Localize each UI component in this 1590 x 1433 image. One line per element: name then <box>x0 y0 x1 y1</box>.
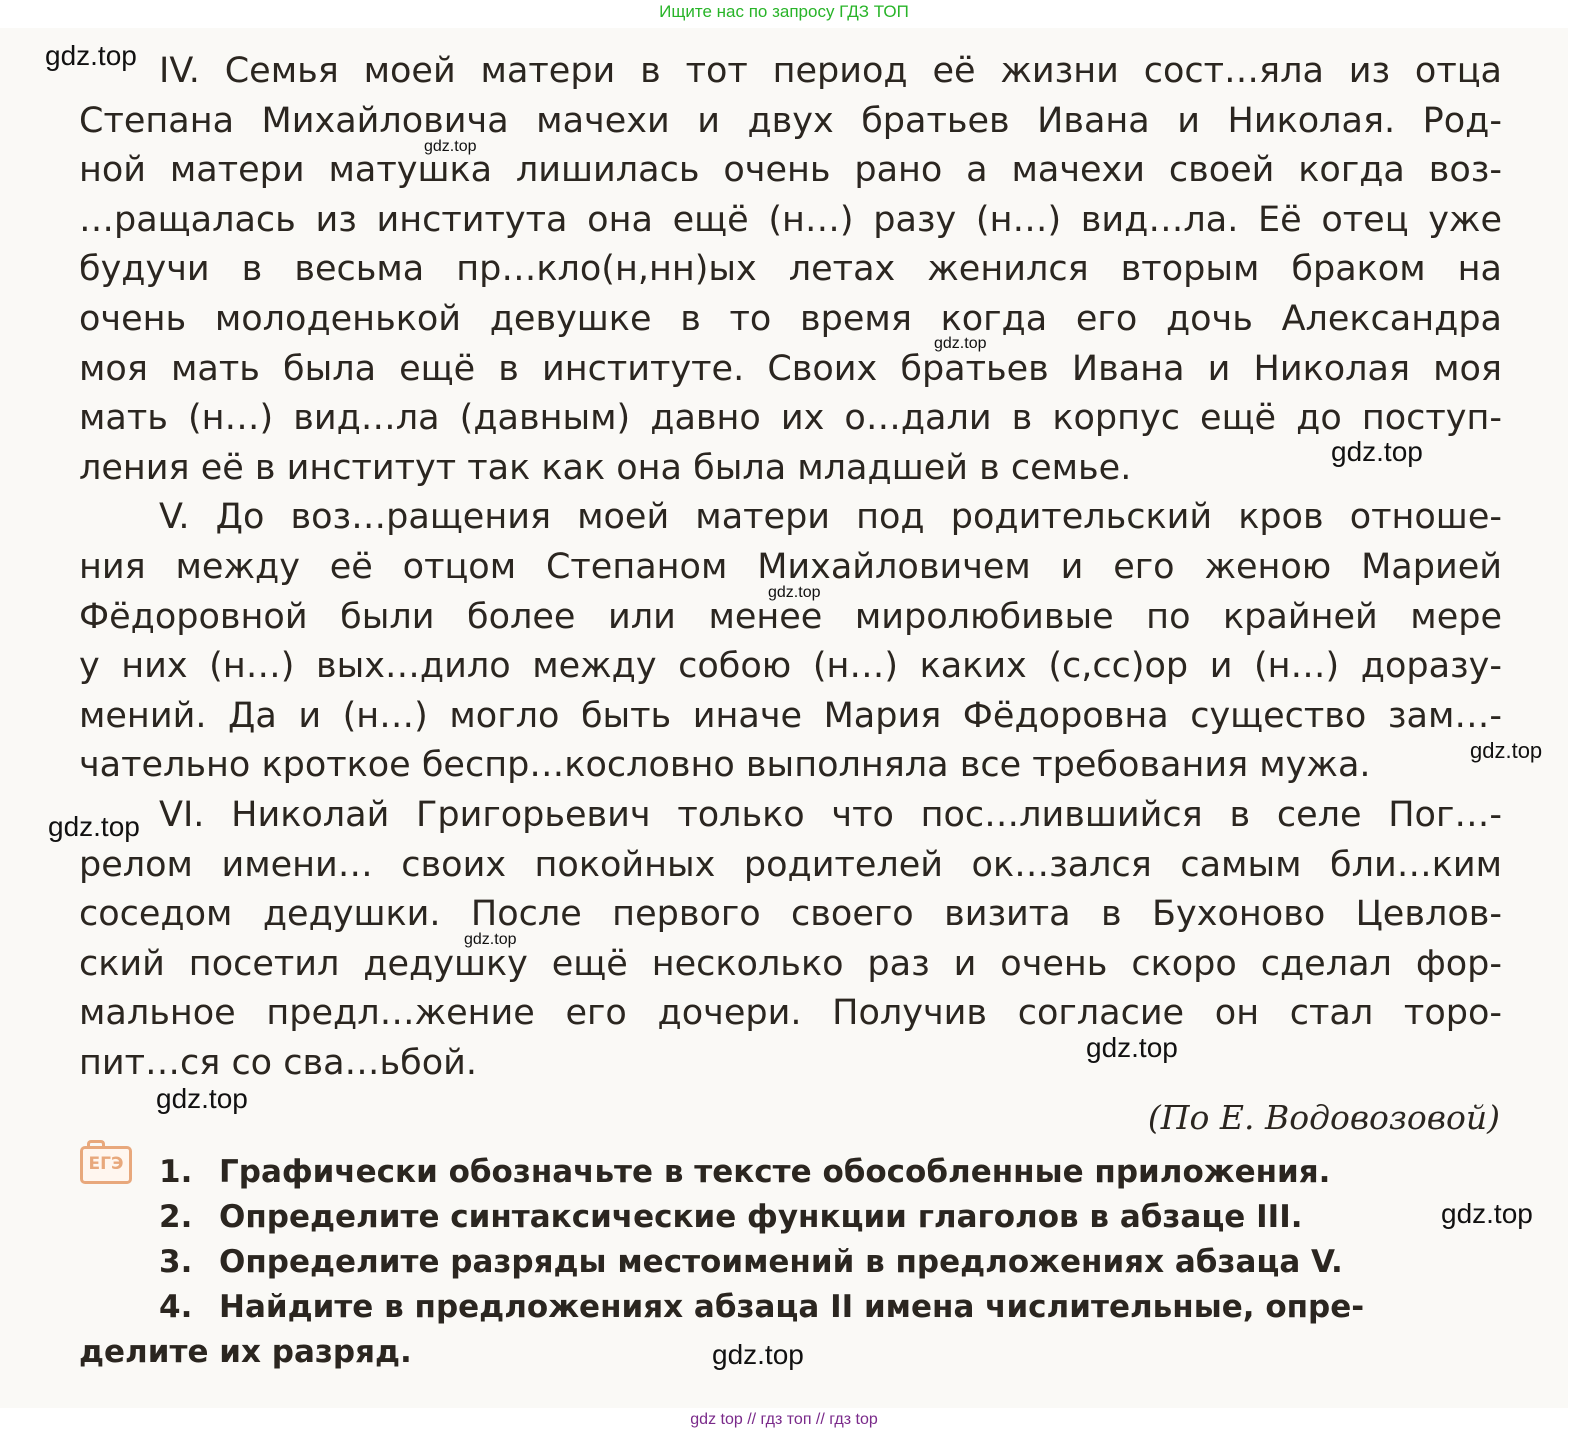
watermark: gdz.top <box>768 584 821 601</box>
watermark: gdz.top <box>1441 1198 1533 1229</box>
paragraph-v <box>79 493 1502 791</box>
text-line: Степана Михайловича мачехи и двух братьев Ивана и Николая. Род- <box>79 100 1502 141</box>
text-line: будучи в весьма пр…кло(н,нн)ых летах женился вторым браком на <box>79 249 1502 290</box>
task-text: Графически обозначьте в тексте обособленные приложения. <box>219 1154 1331 1190</box>
text-line: мать (н…) вид…ла (давным) давно их о…дали в корпус ещё до поступ- <box>79 398 1502 439</box>
watermark: gdz.top <box>1470 738 1543 763</box>
text-line: …ращалась из института она ещё (н…) разу (н…) вид…ла. Её отец уже <box>79 199 1502 240</box>
text-line: мений. Да и (н…) могло быть иначе Мария Фёдоровна существо зам…- <box>79 695 1502 736</box>
text-line: очень молоденькой девушке в то время когда его дочь Александра <box>79 298 1502 339</box>
watermark: gdz.top <box>464 931 517 948</box>
watermark: gdz.top <box>934 335 987 352</box>
task-text: Определите разряды местоимений в предложениях абзаца V. <box>219 1244 1343 1280</box>
watermark: gdz.top <box>45 40 137 71</box>
text-line: чательно кроткое беспр…кословно выполняла все требования мужа. <box>79 745 1371 786</box>
text-line: ния между её отцом Степаном Михайловичем и его женою Марией <box>79 546 1502 587</box>
text-line: моя мать была ещё в институте. Своих братьев Ивана и Николая моя <box>79 348 1502 389</box>
watermark: gdz.top <box>1331 436 1423 467</box>
task-text: Найдите в предложениях абзаца II имена числительные, опре- <box>219 1289 1365 1325</box>
watermark: gdz.top <box>48 811 140 842</box>
task-number: 3. <box>159 1244 193 1280</box>
source-attribution: (По Е. Водовозовой) <box>1147 1098 1500 1137</box>
watermark: gdz.top <box>712 1339 804 1370</box>
text-line: соседом дедушки. После первого своего визита в Бухоново Цевлов- <box>79 894 1502 935</box>
textbook-page <box>0 28 1568 1408</box>
task-item <box>79 1150 1502 1195</box>
task-number: 4. <box>159 1289 193 1325</box>
watermark: gdz.top <box>156 1083 248 1114</box>
text-line: ления её в институт так как она была младшей в семье. <box>79 447 1132 488</box>
task-text: Определите синтаксические функции глаголов в абзаце III. <box>219 1199 1303 1235</box>
paragraph-iv <box>79 47 1502 493</box>
task-continuation: делите их разряд. <box>79 1334 412 1370</box>
ege-icon: ЕГЭ <box>80 1146 132 1184</box>
top-banner[interactable]: Ищите нас по запросу ГДЗ ТОП <box>659 2 909 21</box>
text-line: пит…ся со сва…ьбой. <box>79 1042 478 1083</box>
text-line: у них (н…) вых…дило между собою (н…) каких (с,сс)ор и (н…) доразу- <box>79 646 1502 687</box>
bottom-banner[interactable]: gdz top // гдз топ // гдз top <box>690 1411 878 1428</box>
task-item <box>79 1240 1502 1285</box>
task-number: 1. <box>159 1154 193 1190</box>
task-item <box>79 1195 1502 1240</box>
exercise-text <box>79 47 1502 1088</box>
watermark: gdz.top <box>424 138 477 155</box>
watermark: gdz.top <box>1086 1032 1178 1063</box>
paragraph-vi <box>79 791 1502 1089</box>
text-line: VI. Николай Григорьевич только что пос…лившийся в селе Пог…- <box>159 794 1502 835</box>
task-number: 2. <box>159 1199 193 1235</box>
text-line: релом имени… своих покойных родителей ок…зался самым бли…ким <box>79 844 1502 885</box>
text-line: мальное предл…жение его дочери. Получив согласие он стал торо- <box>79 993 1502 1034</box>
text-line: Фёдоровной были более или менее миролюбивые по крайней мере <box>79 596 1502 637</box>
text-line: V. До воз…ращения моей матери под родительский кров отноше- <box>159 497 1502 538</box>
text-line: ский посетил дедушку ещё несколько раз и очень скоро сделал фор- <box>79 943 1502 984</box>
text-line: ной матери матушка лишилась очень рано а мачехи своей когда воз- <box>79 150 1502 191</box>
task-item <box>79 1285 1502 1330</box>
text-line: IV. Семья моей матери в тот период её жизни сост…яла из отца <box>159 51 1502 91</box>
